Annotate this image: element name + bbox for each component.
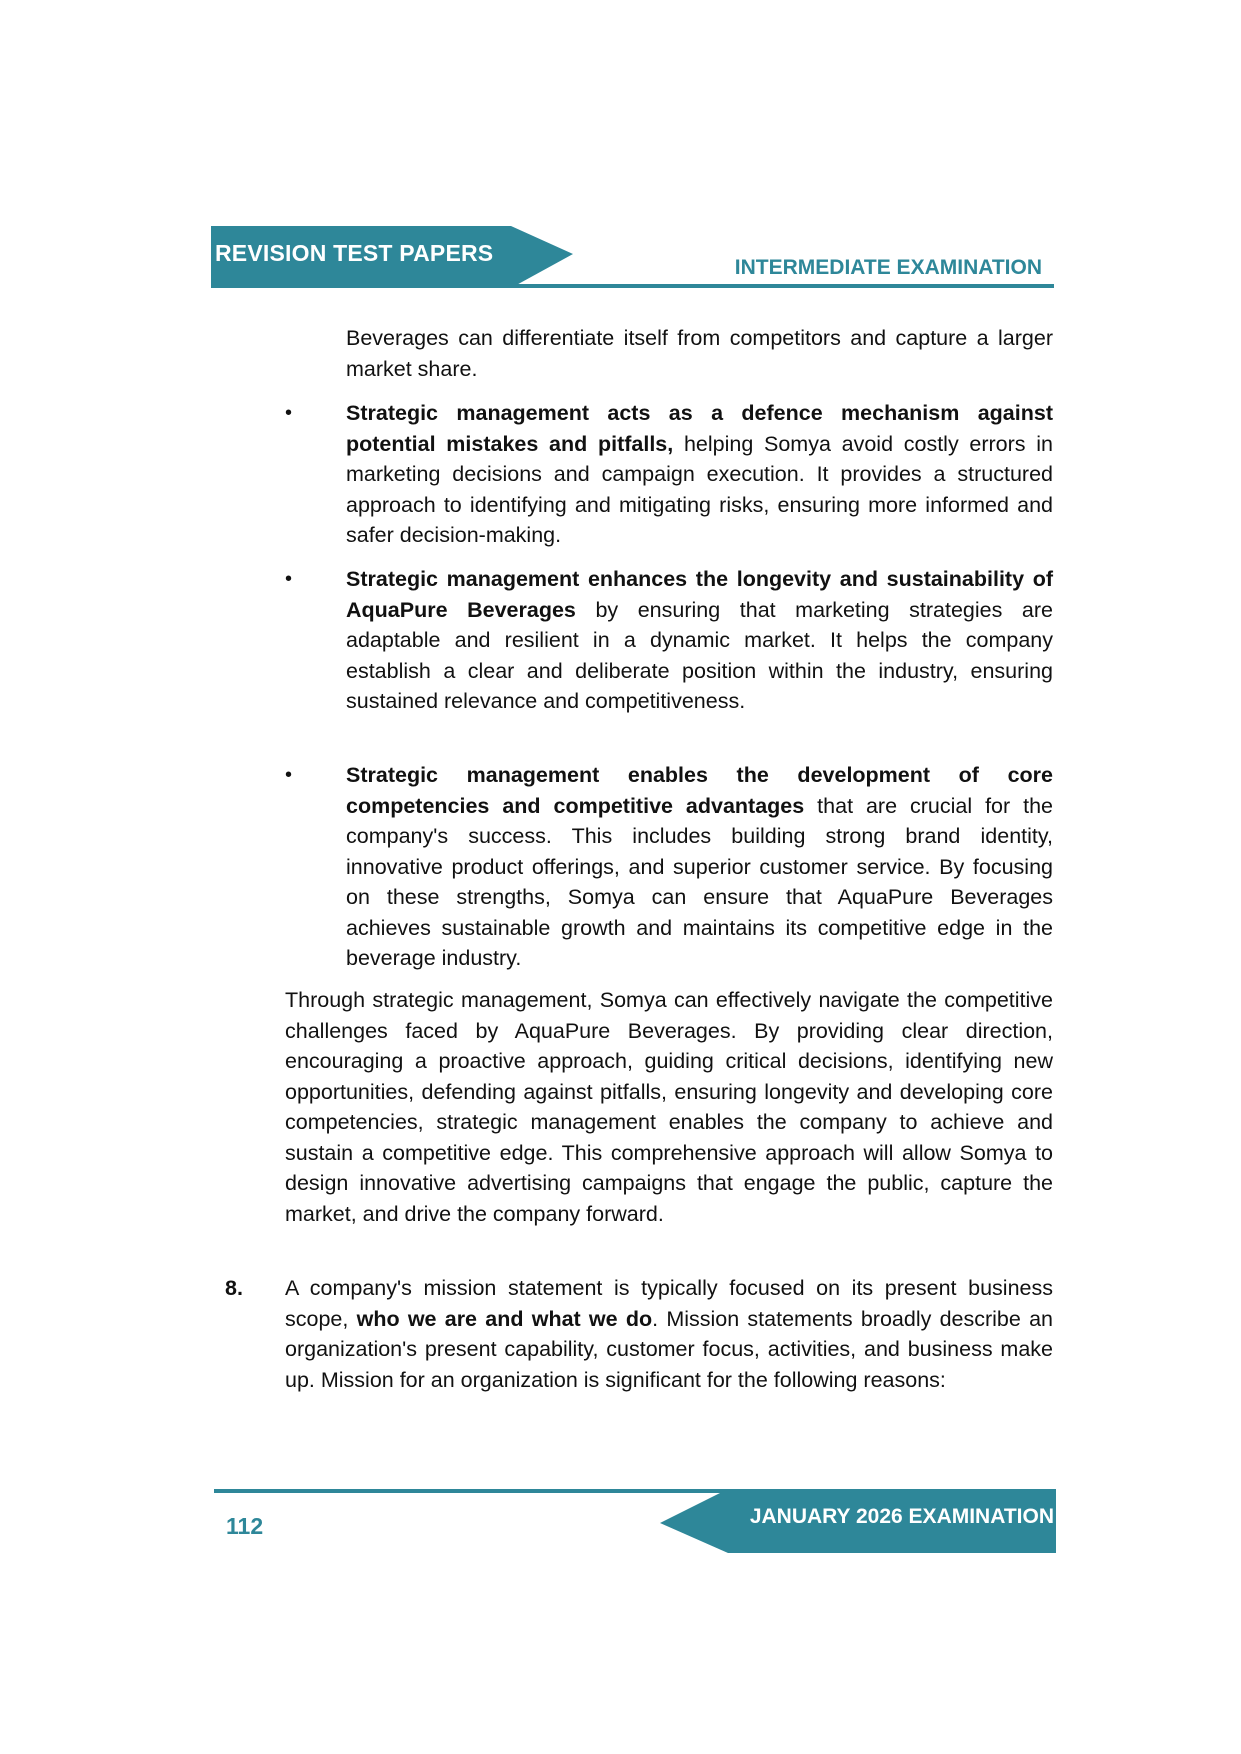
intro-continuation: Beverages can differentiate itself from competitors and capture a larger market share. — [346, 326, 1053, 381]
header-title: REVISION TEST PAPERS — [215, 240, 494, 266]
bullet-icon: • — [285, 402, 293, 424]
bullet-item — [346, 564, 1053, 717]
question-bold-text: who we are and what we do — [356, 1306, 653, 1331]
bullet-bold-text: Strategic management acts as a defence mechanism against potential mistakes and pitfalls, — [346, 401, 1053, 456]
bullet-item — [346, 398, 1053, 551]
bullet-bold-text: Strategic management enables the development of core competencies and competitive advantages — [346, 763, 1053, 818]
footer-banner — [660, 1489, 1056, 1553]
header-banner — [211, 226, 573, 288]
page-number: 112 — [226, 1513, 264, 1539]
bullet-text: by ensuring that marketing strategies are adaptable and resilient in a dynamic market. It helps the company establish a clear and deliberate position within the industry, ensuring sustained relevance and competitiveness. — [346, 597, 1053, 713]
question-text-after: . Mission statements broadly describe an organization's present capability, customer focus, activities, and business make up. Mission for an organization is significant for the following reasons: — [285, 1306, 1053, 1392]
footer-exam-label: JANUARY 2026 EXAMINATION — [749, 1505, 1054, 1528]
bullet-text: that are crucial for the company's success. This includes building strong brand identity, innovative product offerings, and superior customer service. By focusing on these strengths, Somya can ensure that AquaPure Beverages achieves sustainable growth and maintains its competitive edge in the beverage industry. — [346, 793, 1053, 970]
question-8-paragraph — [285, 1273, 1053, 1395]
question-number: 8. — [225, 1276, 243, 1300]
bullet-bold-text: Strategic management enhances the longevity and sustainability of AquaPure Beverages — [346, 567, 1053, 622]
header-divider — [211, 284, 1054, 288]
bullet-icon: • — [285, 764, 293, 786]
question-text-before: A company's mission statement is typically focused on its present business scope, — [285, 1276, 1053, 1331]
header-exam-label: INTERMEDIATE EXAMINATION — [734, 256, 1042, 279]
conclusion-paragraph: Through strategic management, Somya can effectively navigate the competitive challenges faced by AquaPure Beverages. By providing clear direction, encouraging a proactive approach, guiding critical decisions, identifying new opportunities, defending against pitfalls, ensuring longevity and developing core competencies, strategic management enables the company to achieve and sustain a competitive edge. This comprehensive approach will allow Somya to design innovative advertising campaigns that engage the public, capture the market, and drive the company forward. — [285, 988, 1053, 1226]
bullet-text: helping Somya avoid costly errors in marketing decisions and campaign execution. It provides a structured approach to identifying and mitigating risks, ensuring more informed and safer decision-making. — [346, 431, 1053, 547]
bullet-item — [346, 760, 1053, 974]
bullet-icon: • — [285, 568, 293, 590]
